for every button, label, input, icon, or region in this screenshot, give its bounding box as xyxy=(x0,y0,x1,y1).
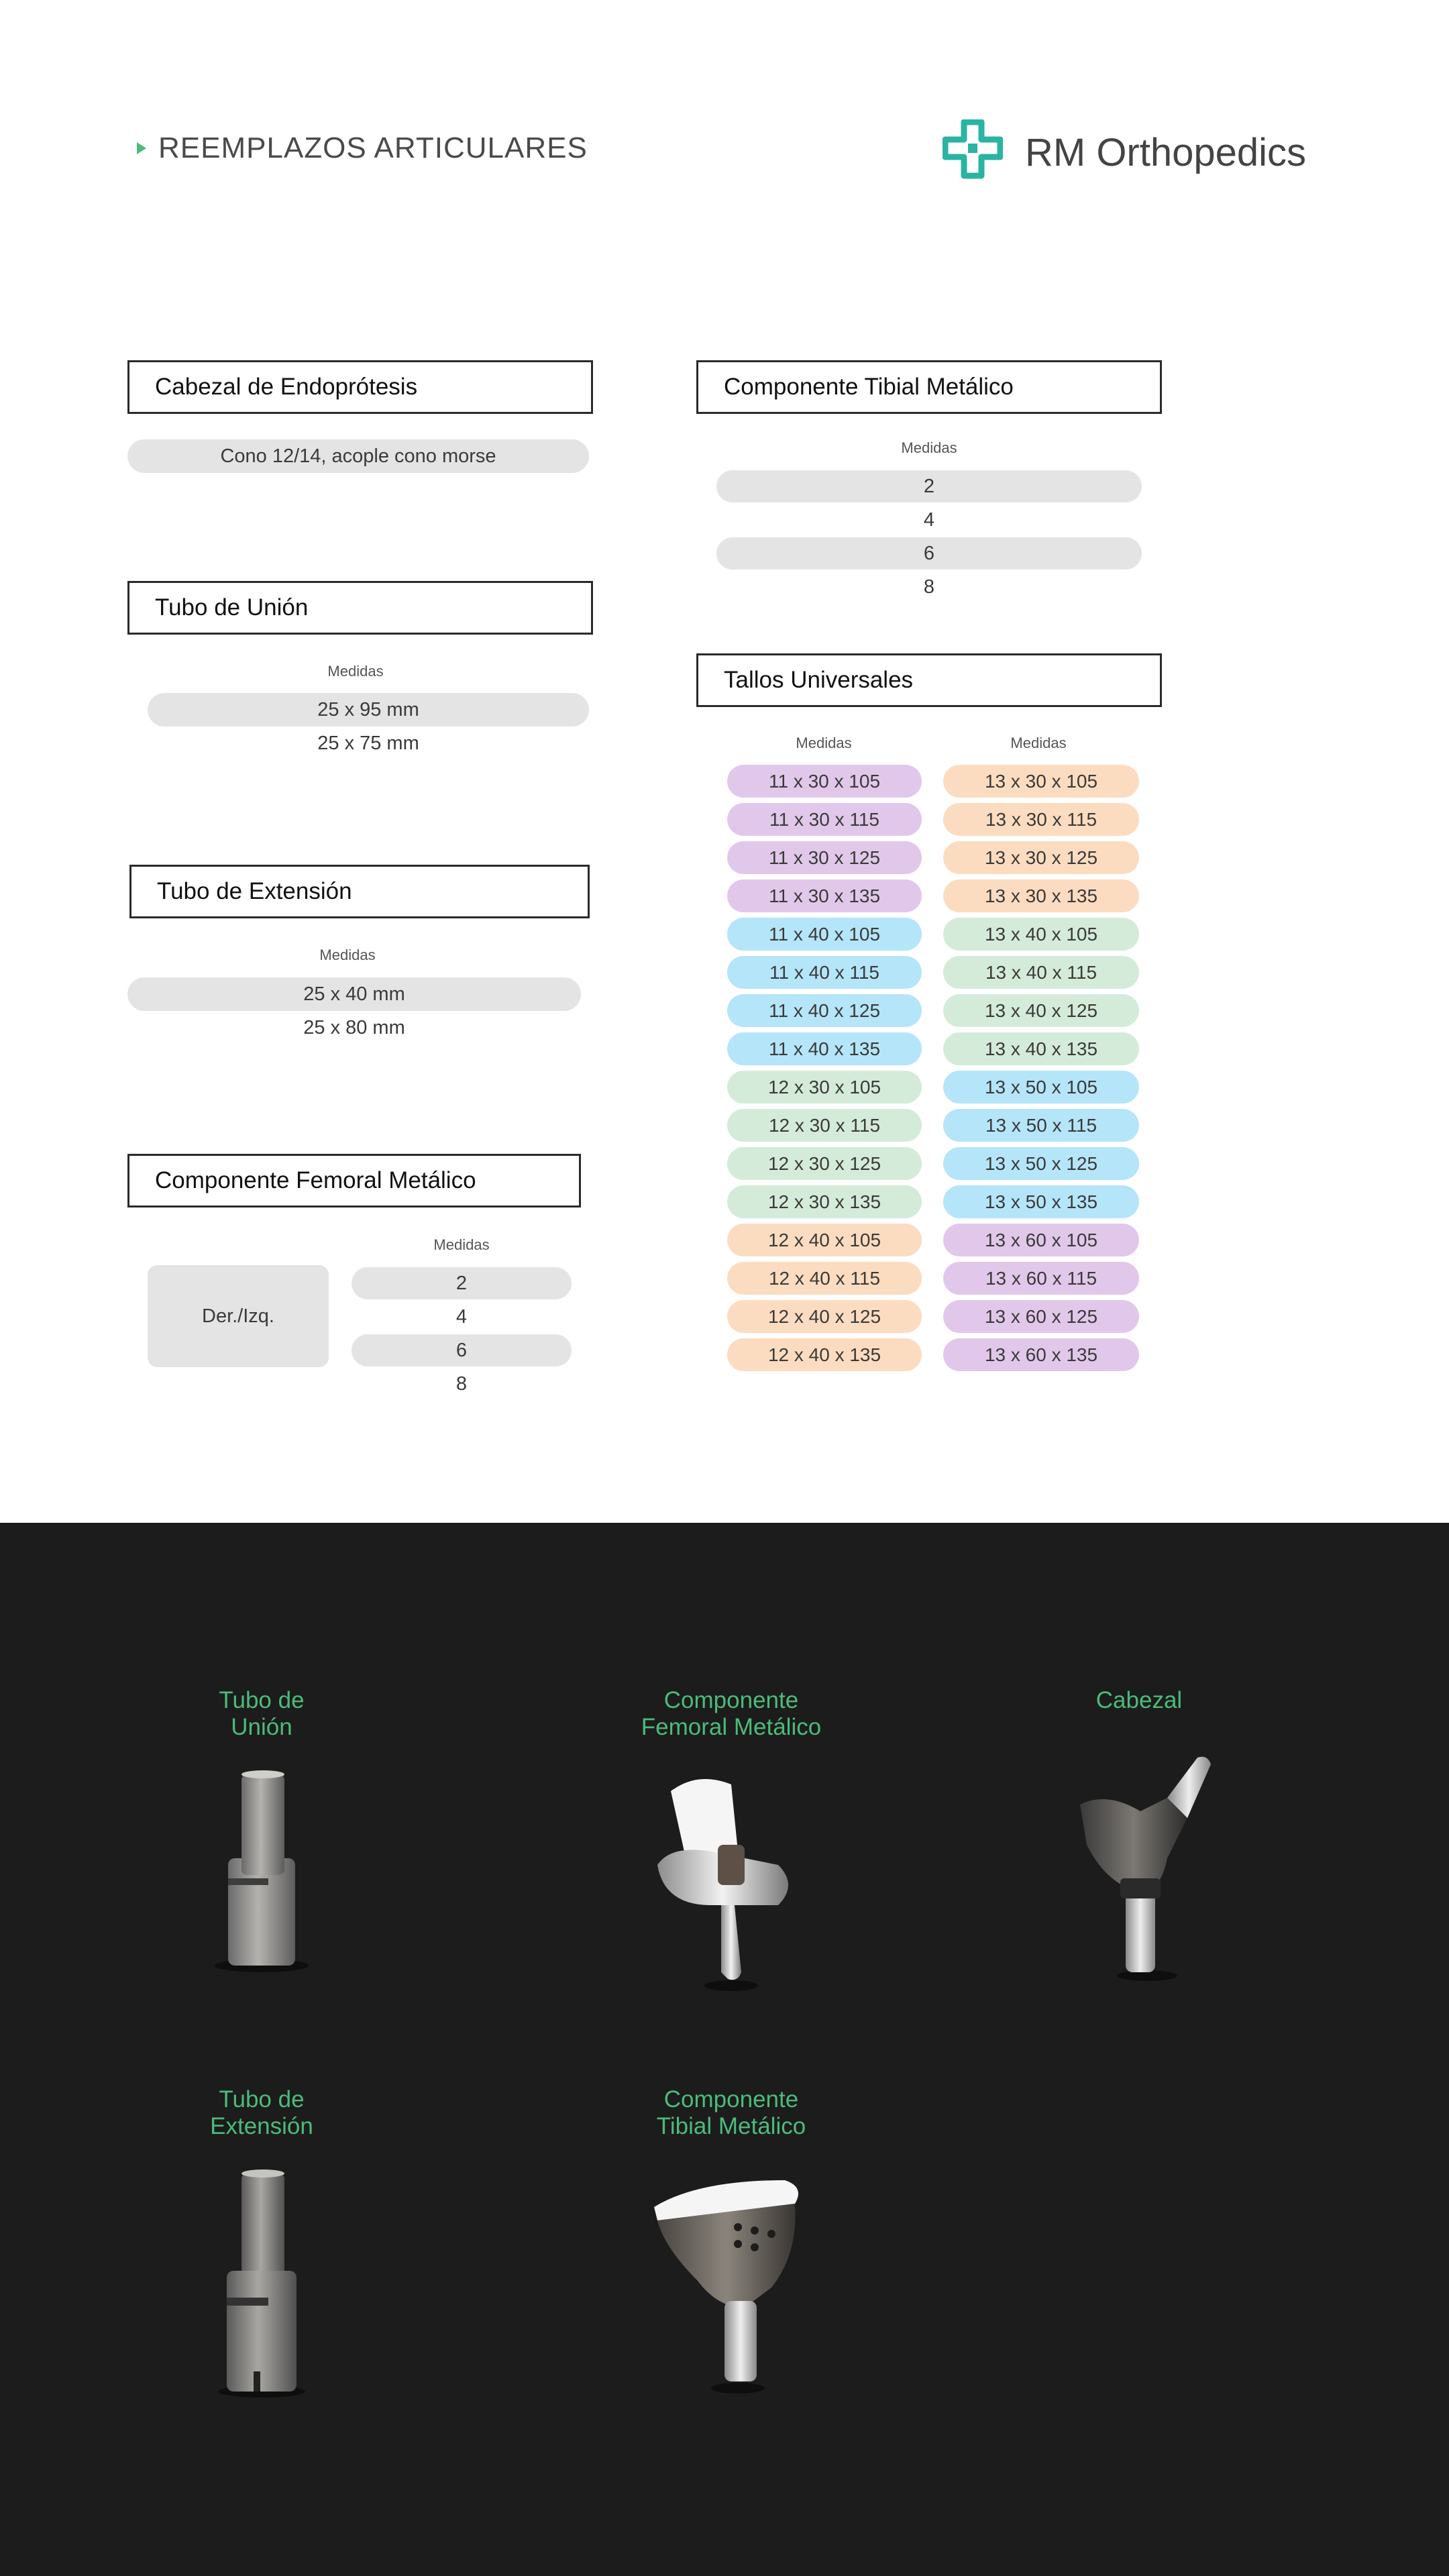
tubo-union-size: 25 x 95 mm xyxy=(148,693,589,727)
product-name-tubo-union: Tubo de Unión xyxy=(219,1687,305,1740)
femoral-component-image xyxy=(644,1771,805,1992)
tallos-col2-label: Medidas xyxy=(1010,735,1067,751)
tibial-component-image xyxy=(644,2167,818,2395)
femoral-title: Componente Femoral Metálico xyxy=(127,1154,581,1208)
tallo-size-pill: 12 x 40 x 105 xyxy=(727,1224,922,1256)
femoral-label: Medidas xyxy=(433,1236,490,1253)
tubo-union-title: Tubo de Unión xyxy=(127,581,593,635)
cabezal-image xyxy=(1067,1744,1228,1986)
tallo-size-pill: 11 x 40 x 115 xyxy=(727,956,922,989)
tallos-title: Tallos Universales xyxy=(696,653,1162,707)
tallo-size-pill: 11 x 30 x 135 xyxy=(727,879,922,912)
tallo-size-pill: 13 x 40 x 105 xyxy=(943,918,1139,951)
tubo-extension-title: Tubo de Extensión xyxy=(129,865,590,918)
cabezal-spec: Cono 12/14, acople cono morse xyxy=(127,439,589,473)
tibial-size: 6 xyxy=(716,537,1142,570)
tallo-size-pill: 12 x 30 x 135 xyxy=(727,1185,922,1218)
tallo-size-pill: 13 x 40 x 135 xyxy=(943,1032,1139,1065)
femoral-size: 2 xyxy=(352,1267,572,1299)
tallo-size-pill: 11 x 40 x 105 xyxy=(727,918,922,951)
tallo-size-pill: 11 x 40 x 135 xyxy=(727,1032,922,1065)
tallo-size-pill: 13 x 60 x 135 xyxy=(943,1338,1139,1371)
tallo-size-pill: 13 x 50 x 105 xyxy=(943,1071,1139,1104)
tallo-size-pill: 13 x 60 x 115 xyxy=(943,1262,1139,1295)
tallo-size-pill: 12 x 40 x 135 xyxy=(727,1338,922,1371)
section-marker-icon xyxy=(137,142,146,154)
femoral-size: 4 xyxy=(455,1305,468,1328)
tibial-label: Medidas xyxy=(901,439,957,456)
tibial-size: 8 xyxy=(923,576,935,598)
cabezal-title: Cabezal de Endoprótesis xyxy=(127,360,593,414)
medical-cross-logo-icon xyxy=(943,119,1003,180)
tallo-size-pill: 11 x 30 x 105 xyxy=(727,765,922,798)
tallo-size-pill: 13 x 30 x 125 xyxy=(943,841,1139,874)
tallo-size-pill: 11 x 30 x 115 xyxy=(727,803,922,836)
tubo-extension-image xyxy=(201,2163,322,2405)
tubo-union-size: 25 x 75 mm xyxy=(317,732,419,754)
product-name-femoral: Componente Femoral Metálico xyxy=(641,1687,822,1740)
product-name-cabezal: Cabezal xyxy=(1095,1687,1183,1713)
tubo-union-image xyxy=(201,1764,322,1979)
tallo-size-pill: 12 x 30 x 115 xyxy=(727,1109,922,1142)
product-name-tubo-extension: Tubo de Extensión xyxy=(210,2086,313,2139)
tallo-size-pill: 13 x 30 x 115 xyxy=(943,803,1139,836)
tibial-title: Componente Tibial Metálico xyxy=(696,360,1162,414)
tubo-extension-label: Medidas xyxy=(319,947,376,963)
tallo-size-pill: 13 x 40 x 115 xyxy=(943,956,1139,989)
tallos-col1-label: Medidas xyxy=(796,735,852,751)
tibial-size: 2 xyxy=(716,470,1142,502)
tallo-size-pill: 13 x 60 x 105 xyxy=(943,1224,1139,1256)
tallo-size-pill: 12 x 30 x 105 xyxy=(727,1071,922,1104)
tallo-size-pill: 12 x 30 x 125 xyxy=(727,1147,922,1180)
tallo-size-pill: 11 x 40 x 125 xyxy=(727,994,922,1027)
tubo-extension-size: 25 x 40 mm xyxy=(127,977,581,1011)
tallo-size-pill: 13 x 60 x 125 xyxy=(943,1300,1139,1333)
tubo-union-label: Medidas xyxy=(327,663,384,680)
tallo-size-pill: 12 x 40 x 125 xyxy=(727,1300,922,1333)
products-panel xyxy=(0,1523,1449,2576)
tallo-size-pill: 13 x 50 x 115 xyxy=(943,1109,1139,1142)
brand-name: RM Orthopedics xyxy=(1025,131,1307,174)
tibial-size: 4 xyxy=(923,508,935,531)
tallo-size-pill: 13 x 30 x 135 xyxy=(943,879,1139,912)
femoral-side: Der./Izq. xyxy=(148,1265,329,1367)
tallo-size-pill: 12 x 40 x 115 xyxy=(727,1262,922,1295)
femoral-size: 6 xyxy=(352,1334,572,1366)
tallo-size-pill: 13 x 30 x 105 xyxy=(943,765,1139,798)
tubo-extension-size: 25 x 80 mm xyxy=(303,1016,405,1038)
tallo-size-pill: 13 x 40 x 125 xyxy=(943,994,1139,1027)
tallo-size-pill: 11 x 30 x 125 xyxy=(727,841,922,874)
product-name-tibial: Componente Tibial Metálico xyxy=(656,2086,806,2139)
tallo-size-pill: 13 x 50 x 135 xyxy=(943,1185,1139,1218)
tallo-size-pill: 13 x 50 x 125 xyxy=(943,1147,1139,1180)
femoral-size: 8 xyxy=(455,1373,468,1395)
section-title: REEMPLAZOS ARTICULARES xyxy=(158,131,588,164)
